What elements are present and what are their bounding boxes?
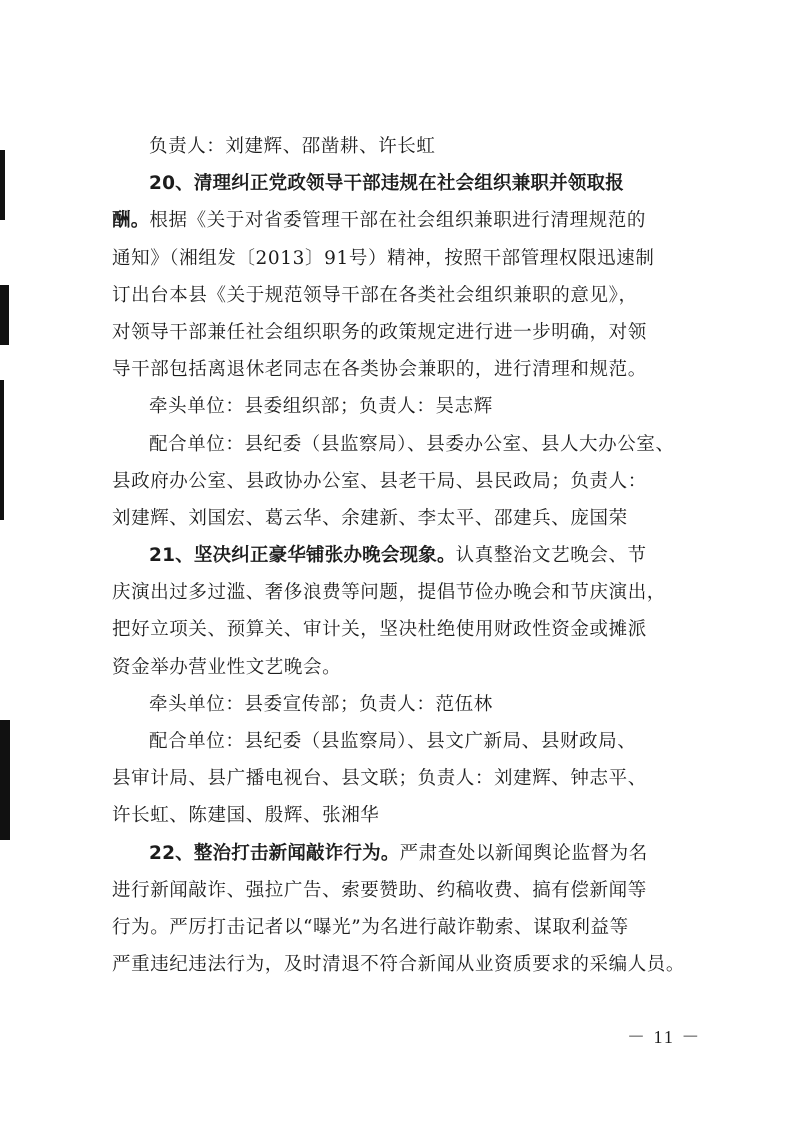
body-text: 对领导干部兼任社会组织职务的政策规定进行进一步明确，对领 (112, 321, 647, 343)
body-text: 把好立项关、预算关、审计关，坚决杜绝使用财政性资金或摊派 (112, 619, 647, 641)
body-text: 负责人：刘建辉、邵凿耕、许长虹 (149, 136, 436, 157)
body-text: 牵头单位：县委宣传部；负责人：范伍林 (149, 693, 493, 715)
section-heading: 21、坚决纠正豪华铺张办晚会现象。 (149, 545, 456, 567)
text-line (112, 128, 692, 165)
body-text: 配合单位：县纪委（县监察局）、县委办公室、县人大办公室、 (149, 433, 675, 455)
text-line (112, 909, 692, 946)
text-line (112, 872, 692, 909)
text-line (112, 611, 692, 648)
text-line (112, 463, 692, 500)
text-line (112, 314, 692, 351)
scan-edge-mark (0, 285, 9, 345)
text-line (112, 500, 692, 537)
text-line (112, 649, 692, 686)
text-line (112, 426, 692, 463)
body-text: 进行新闻敲诈、强拉广告、索要赞助、约稿收费、搞有偿新闻等 (112, 879, 647, 901)
body-text: 县审计局、县广播电视台、县文联；负责人：刘建辉、钟志平、 (112, 768, 647, 790)
text-line (112, 760, 692, 797)
body-text: 订出台本县《关于规范领导干部在各类社会组织兼职的意见》， (112, 284, 638, 306)
body-text: 通知》（湘组发〔2013〕91号）精神，按照干部管理权限迅速制 (112, 247, 655, 269)
body-text: 许长虹、陈建国、殷辉、张湘华 (112, 805, 380, 827)
section-heading: 22、整治打击新闻敲诈行为。 (149, 842, 400, 864)
text-line (112, 202, 692, 239)
document-body (112, 128, 692, 983)
body-text: 严重违纪违法行为，及时清退不符合新闻从业资质要求的采编人员。 (112, 954, 686, 976)
body-text: 导干部包括离退休老同志在各类协会兼职的，进行清理和规范。 (112, 359, 647, 381)
page-number: － 11 － (627, 1027, 702, 1047)
body-text: 牵头单位：县委组织部；负责人：吴志辉 (149, 396, 493, 418)
text-line (112, 574, 692, 611)
text-line (112, 537, 692, 574)
scan-edge-mark (0, 720, 10, 840)
text-line (112, 351, 692, 388)
body-text: 县政府办公室、县政协办公室、县老干局、县民政局；负责人： (112, 470, 647, 492)
text-line (112, 240, 692, 277)
text-line (112, 165, 692, 202)
text-line (112, 835, 692, 872)
body-text: 资金举办营业性文艺晚会。 (112, 656, 342, 678)
body-text: 根据《关于对省委管理干部在社会组织兼职进行清理规范的 (149, 210, 647, 232)
section-heading: 酬。 (112, 210, 150, 232)
text-line (112, 277, 692, 314)
body-text: 庆演出过多过滥、奢侈浪费等问题，提倡节俭办晚会和节庆演出， (112, 582, 666, 604)
text-line (112, 686, 692, 723)
text-line (112, 946, 692, 983)
text-line (112, 797, 692, 834)
body-text: 配合单位：县纪委（县监察局）、县文广新局、县财政局、 (149, 731, 637, 752)
body-text: 认真整治文艺晚会、节 (455, 545, 647, 567)
body-text: 严肃查处以新闻舆论监督为名 (399, 842, 648, 864)
text-line (112, 388, 692, 425)
section-heading: 20、清理纠正党政领导干部违规在社会组织兼职并领取报 (149, 173, 624, 195)
body-text: 行为。严厉打击记者以“曝光”为名进行敲诈勒索、谋取利益等 (112, 916, 629, 938)
scan-edge-mark (0, 380, 4, 520)
scan-edge-mark (0, 150, 5, 220)
text-line (112, 723, 692, 760)
body-text: 刘建辉、刘国宏、葛云华、余建新、李太平、邵建兵、庞国荣 (112, 507, 628, 529)
